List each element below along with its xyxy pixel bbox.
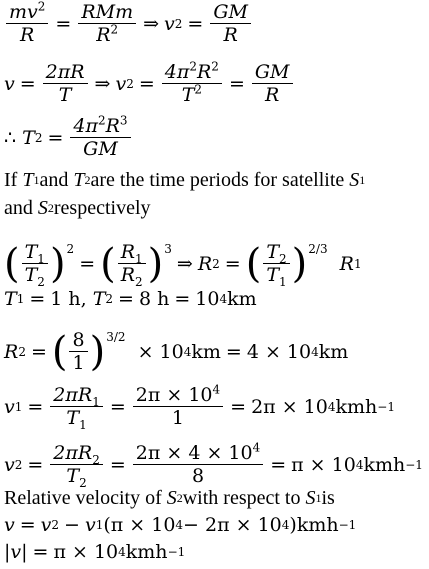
- paren-group-t2-over-t1: ( $\frac{T_2}{T_1}$ ) 2/3: [245, 240, 328, 289]
- equation-magnitude: |v| = π × 10 4 kmh −1: [4, 541, 186, 563]
- equation-force-balance: $\frac{mv^2}{R}$ = $\frac{\text{RMm}}{R^2}$ ⇒ v 2 = $\frac{GM}{R}$: [4, 2, 253, 45]
- equation-v2: v 2 = $\frac{2\pi R_2}{T_2}$ = $\frac{2\pi \times 4 \times 10^4}{8}$ = π × 10 4 kmh −1: [4, 440, 423, 490]
- equation-r2-value: R 2 = ( $\frac{8}{1}$ ) 3/2 × 10 4 km = 4 × 10 4 km: [4, 328, 349, 375]
- equation-keplers-third-law: ( $\frac{T_1}{T_2}$ ) 2 = ( $\frac{R_1}{R_2}$ ) 3 ⇒ R 2 = ( $\frac{T_2}{T_1}$ ) 2/3 R 1: [4, 240, 362, 289]
- fraction-gm-over-r: $\frac{GM}{R}$: [210, 2, 251, 45]
- equation-relative-velocity: v = v 2 − v 1 (π × 10 4 − 2π × 10 4 ) kmh −1: [4, 514, 357, 536]
- fraction-2pi-4e4-over-8: $\frac{2\pi \times 4 \times 10^4}{8}$: [133, 443, 263, 486]
- equation-period-squared: ∴ T 2 = $\frac{4\pi^2R^3}{GM}$: [4, 116, 133, 159]
- fraction-2pir1-over-t1: $\frac{2\pi R_1}{T_1}$: [50, 385, 103, 428]
- paren-group-t-ratio: ( $\frac{T_1}{T_2}$ ) 2: [4, 240, 75, 289]
- fraction-rmm-over-r2: $\frac{\text{RMm}}{R^2}$: [78, 2, 136, 45]
- text-respectively: and S 2 respectively: [4, 197, 151, 219]
- equation-orbital-velocity: v = $\frac{2\pi R}{T}$ ⇒ v 2 = $\frac{4\pi^2R^2}{T^2}$ = $\frac{GM}{R}$: [4, 62, 295, 105]
- text-relative-velocity: Relative velocity of S 2 with respect to S 1 is: [4, 487, 335, 509]
- fraction-mv2-over-r: $\frac{mv^2}{R}$: [6, 2, 48, 45]
- fraction-2pir2-over-t2: $\frac{2\pi R_2}{T_2}$: [50, 443, 103, 486]
- fraction-gm-over-r-2: $\frac{GM}{R}$: [252, 62, 293, 105]
- fraction-2pir-over-t: $\frac{2\pi R}{T}$: [43, 62, 88, 105]
- equation-v1: v 1 = $\frac{2\pi R_1}{T_1}$ = $\frac{2\pi \times 10^4}{1}$ = 2π × 10 4 kmh −1: [4, 382, 395, 432]
- paren-group-8-over-1: ( $\frac{8}{1}$ ) 3/2: [51, 328, 126, 375]
- text-periods-definition: If T 1 and T 2 are the time periods for satellite S 1: [4, 169, 366, 191]
- equation-given-periods: T 1 = 1 h, T 2 = 8 h = 10 4 km: [4, 288, 257, 310]
- paren-group-r-ratio: ( $\frac{R_1}{R_2}$ ) 3: [100, 240, 172, 289]
- fraction-4pi2r3-over-gm: $\frac{4\pi^2R^3}{GM}$: [70, 116, 130, 159]
- fraction-2pi-1e4-over-1: $\frac{2\pi \times 10^4}{1}$: [133, 385, 223, 428]
- fraction-4pi2r2-over-t2: $\frac{4\pi^2R^2}{T^2}$: [162, 62, 222, 105]
